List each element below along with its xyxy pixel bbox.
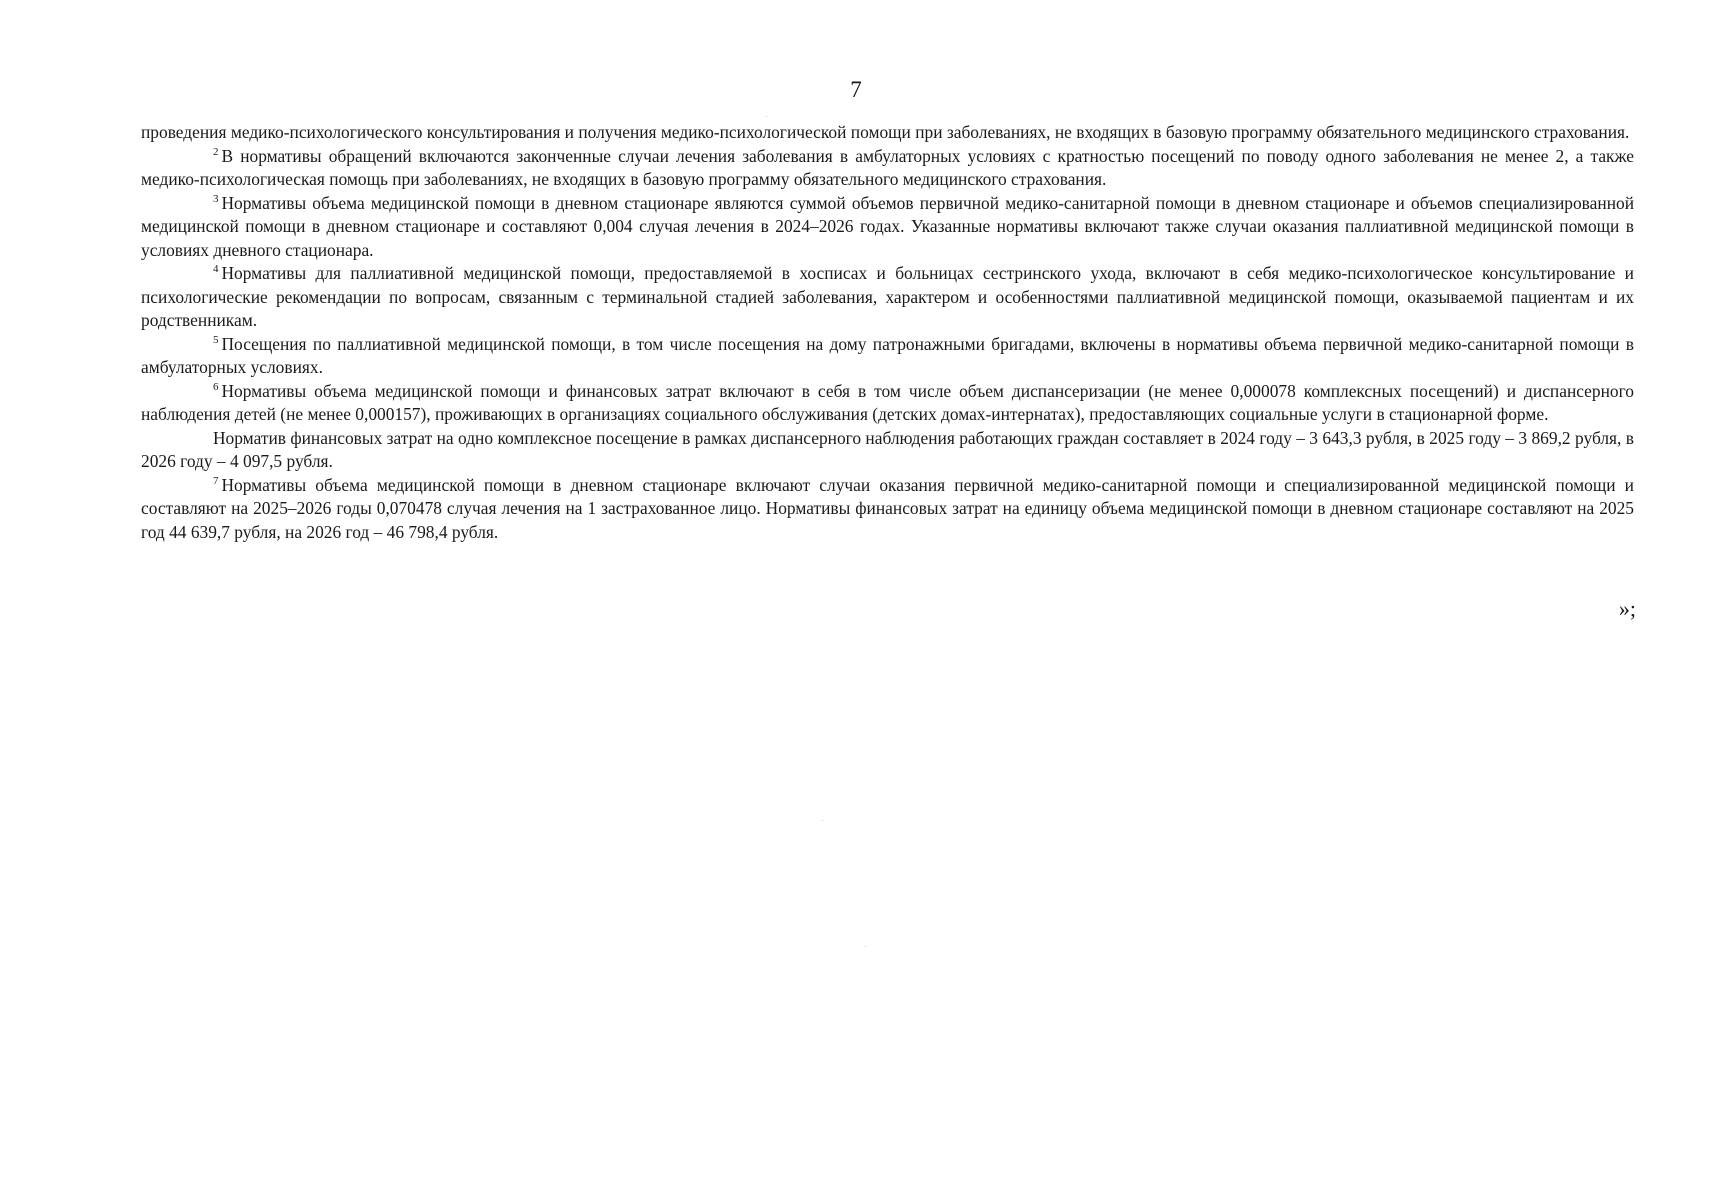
footnote-marker: 7 — [213, 474, 219, 487]
footnote-text: Нормативы объема медицинской помощи и финансовых затрат включают в себя в том числе объем диспансеризации (не менее 0,000078 комплексных посещений) и диспансерного наблюдения детей (не менее 0,000157), проживающих в организациях социального обслуживания (детских домах-интернатах), предоставляющих социальные услуги в стационарной форме. — [141, 380, 1634, 424]
footnote-2 — [141, 145, 1634, 192]
footnotes-block — [141, 121, 1634, 544]
footnote-text: В нормативы обращений включаются законченные случаи лечения заболевания в амбулаторных условиях с кратностью посещений по поводу одного заболевания не менее 2, а также медико-психологическая помощь при заболеваниях, не входящих в базовую программу обязательного медицинского страхования. — [141, 145, 1634, 189]
footnote-marker: 6 — [213, 380, 219, 393]
footnote-text: проведения медико-психологического консультирования и получения медико-психологической помощи при заболеваниях, не входящих в базовую программу обязательного медицинского страхования. — [141, 122, 1630, 142]
footnote-continuation — [141, 121, 1634, 145]
footnote-marker: 2 — [213, 145, 219, 158]
footnote-4 — [141, 262, 1634, 333]
footnote-text: Норматив финансовых затрат на одно комплексное посещение в рамках диспансерного наблюдения работающих граждан составляет в 2024 году – 3 643,3 рубля, в 2025 году – 3 869,2 рубля, в 2026 году – 4 097,5 рубля. — [141, 427, 1634, 471]
closing-quote-mark: »; — [1618, 596, 1636, 621]
footnote-text: Нормативы объема медицинской помощи в дневном стационаре являются суммой объемов первичной медико-санитарной помощи в дневном стационаре и объемов специализированной медицинской помощи в дневном стационаре и составляют 0,004 случая лечения в 2024–2026 годах. Указанные нормативы включают также случаи оказания паллиативной медицинской помощи в условиях дневного стационара. — [141, 192, 1634, 260]
scan-speck — [766, 116, 767, 117]
footnote-3 — [141, 192, 1634, 263]
footnote-text: Нормативы объема медицинской помощи в дневном стационаре включают случаи оказания первичной медико-санитарной помощи и специализированной медицинской помощи и составляют на 2025–2026 годы 0,070478 случая лечения на 1 застрахованное лицо. Нормативы финансовых затрат на единицу объема медицинской помощи в дневном стационаре составляют на 2025 год 44 639,7 рубля, на 2026 год – 46 798,4 рубля. — [141, 474, 1634, 542]
footnote-5 — [141, 333, 1634, 380]
footnote-6-continuation — [141, 427, 1634, 474]
footnote-6 — [141, 380, 1634, 427]
footnote-text: Посещения по паллиативной медицинской помощи, в том числе посещения на дому патронажными бригадами, включены в нормативы объема первичной медико-санитарной помощи в амбулаторных условиях. — [141, 333, 1634, 377]
footnote-marker: 4 — [213, 263, 219, 275]
scan-speck — [865, 946, 866, 947]
scan-speck — [822, 820, 823, 821]
page-number: 7 — [850, 77, 862, 102]
footnote-marker: 5 — [213, 333, 219, 346]
footnote-marker: 3 — [213, 192, 219, 205]
footnote-7 — [141, 474, 1634, 545]
footnote-text: Нормативы для паллиативной медицинской помощи, предоставляемой в хосписах и больницах сестринского ухода, включают в себя медико-психологическое консультирование и психологические рекомендации по вопросам, связанным с терминальной стадией заболевания, характером и особенностями паллиативной медицинской помощи, оказываемой пациентам и их родственникам. — [141, 263, 1634, 330]
